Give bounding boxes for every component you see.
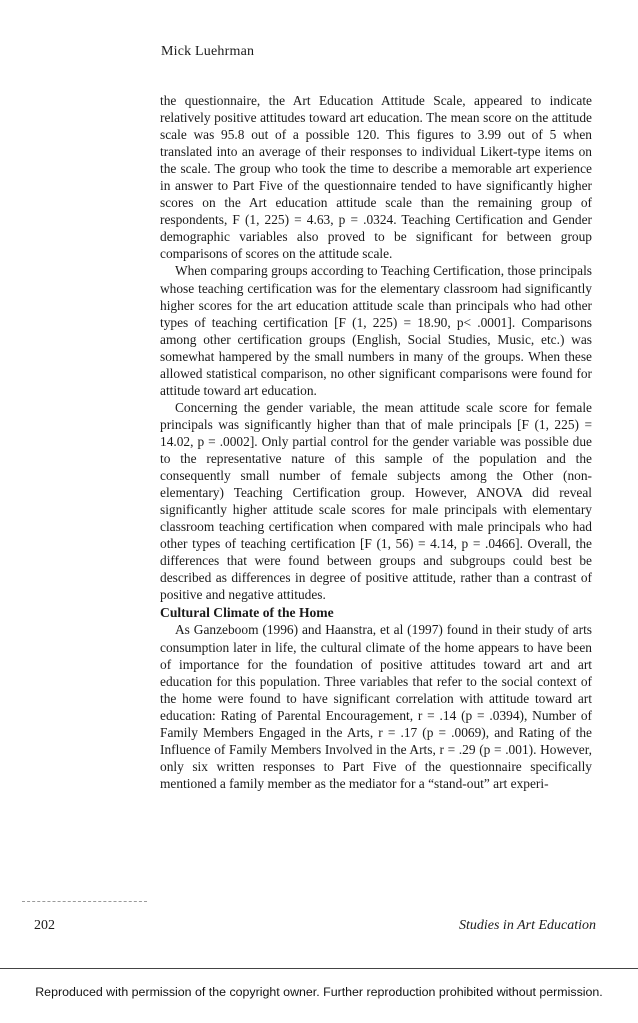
journal-title: Studies in Art Education <box>458 918 596 933</box>
footer-divider <box>22 901 147 902</box>
page-number: 202 <box>34 918 55 933</box>
section-heading: Cultural Climate of the Home <box>160 605 334 621</box>
running-head-author: Mick Luehrman <box>161 44 255 59</box>
paragraph-cultural-climate: As Ganzeboom (1996) and Haanstra, et al (1997) found in their study of arts consumption later in life, the cultural climate of the home appears to have been of importance for the foundation of positive attitudes toward art and art education for this population. Three variables that refer to the social context of the home were found to have significant correlation with attitude toward art education: Rating of Parental Encouragement, r = .14 (p = .0394), Number of Family Members Engaged in the Arts, r = .17 (p = .0069), and Rating of the Influence of Family Members Involved in the Arts, r = .29 (p = .001). However, only six written responses to Part Five of the questionnaire specifically mentioned a family member as the mediator for a “stand-out” art experi- <box>160 622 592 791</box>
article-body <box>160 92 592 792</box>
paragraph-gender: Concerning the gender variable, the mean attitude scale score for female principals was significantly higher than that of male principals [F (1, 225) = 14.02, p = .0002]. Only partial control for the gender variable was possible due to the representative nature of this sample of the population and the consequently small number of female subjects among the Other (non-elementary) Teaching Certification group. However, ANOVA did reveal significantly higher attitude scale scores for male principals with elementary classroom teaching certification when compared with male principals who had other types of teaching certification [F (1, 56) = 4.14, p = .0466]. Overall, the differences that were found between groups and subgroups could best be described as differences in degree of positive attitude, rather than a contrast of positive and negative attitudes. <box>160 399 592 603</box>
copyright-notice: Reproduced with permission of the copyright owner. Further reproduction prohibited without permission. <box>35 985 603 999</box>
paragraph-continued: the questionnaire, the Art Education Attitude Scale, appeared to indicate relatively positive attitudes toward art education. The mean score on the attitude scale was 95.8 out of a possible 120. This figures to 3.99 out of 5 when translated into an average of their responses to individual Likert-type items on the scale. The group who took the time to describe a memorable art experience in answer to Part Five of the questionnaire tended to have significantly higher scores on the Art education attitude scale than the remaining group of respondents, F (1, 225) = 4.63, p = .0324. Teaching Certification and Gender demographic variables also proved to be significant for between group comparisons of scores on the attitude scale. <box>160 93 592 262</box>
scan-divider <box>0 968 638 969</box>
paragraph-teaching-certification: When comparing groups according to Teaching Certification, those principals whose teaching certification was for the elementary classroom had significantly higher scores for the art education attitude scale than principals who had other types of teaching certification [F (1, 225) = 18.90, p< .0001]. Comparisons among other certification groups (English, Social Studies, Music, etc.) was somewhat hampered by the small numbers in many of the groups. When these allowed statistical comparison, no other significant comparisons were found for attitude toward art education. <box>160 263 592 398</box>
